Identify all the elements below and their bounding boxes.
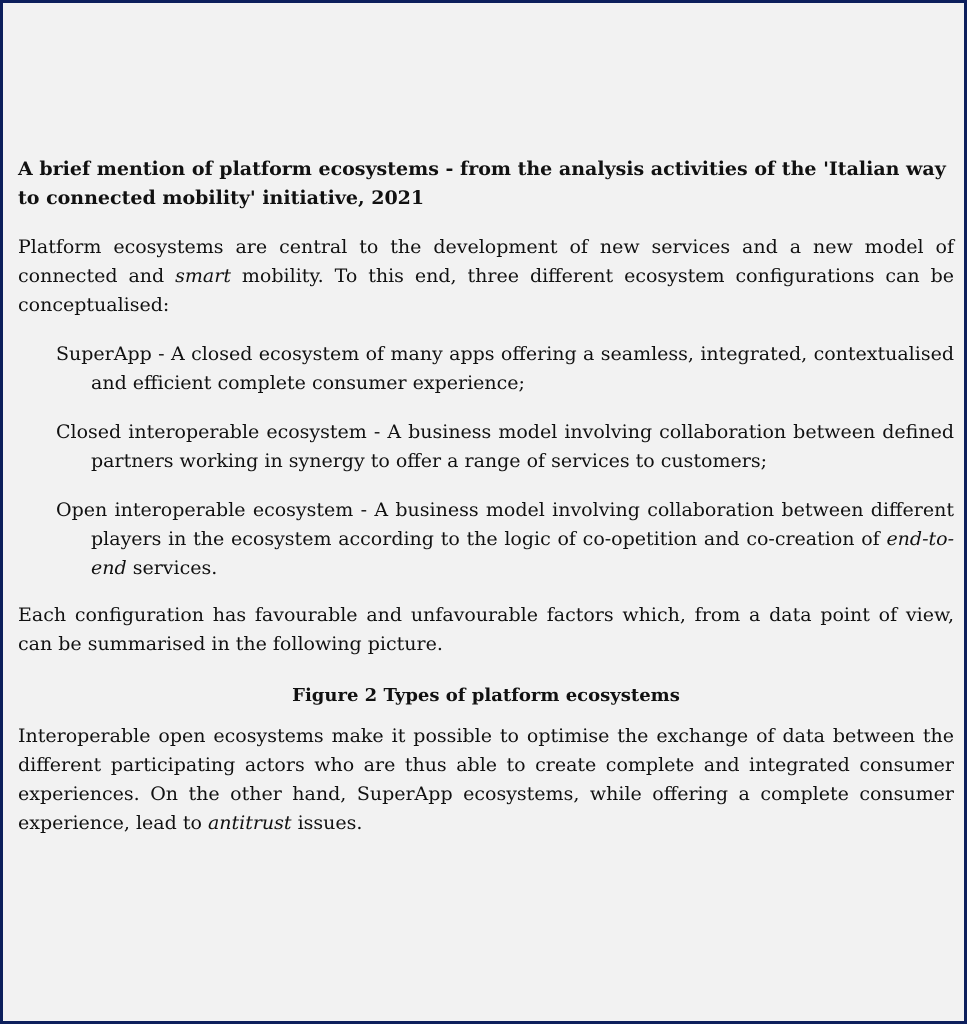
list-item-closed-ecosystem	[56, 418, 954, 476]
list-item-superapp	[56, 340, 954, 398]
conclusion-emphasis: antitrust	[207, 812, 292, 834]
intro-text-part2: mobility. To this end, three different ecosystem configurations can be conceptualised:	[18, 265, 954, 316]
list-item-open-ecosystem	[56, 496, 954, 583]
list-item-text-end: services.	[126, 557, 218, 579]
intro-paragraph	[18, 233, 954, 320]
summary-paragraph: Each configuration has favourable and unfavourable factors which, from a data point of view, can be summarised in the following picture.	[18, 604, 954, 655]
list-item-text: SuperApp - A closed ecosystem of many apps offering a seamless, integrated, contextualised and efficient complete consumer experience;	[56, 343, 954, 394]
conclusion-paragraph	[18, 722, 954, 838]
figure-caption: Figure 2 Types of platform ecosystems	[292, 685, 680, 706]
box-content	[18, 155, 954, 838]
list-item-text: Closed interoperable ecosystem - A business model involving collaboration between defined partners working in synergy to offer a range of services to customers;	[56, 421, 954, 472]
conclusion-text-part2: issues.	[291, 812, 363, 834]
box-heading: A brief mention of platform ecosystems - from the analysis activities of the 'Italian way to connected mobility' initiative, 2021	[18, 158, 946, 209]
list-item-emphasis: end-to-end	[91, 528, 954, 579]
intro-text-part1: Platform ecosystems are central to the development of new services and a new model of connected and	[18, 236, 954, 287]
intro-emphasis: smart	[175, 265, 231, 287]
conclusion-text-part1: Interoperable open ecosystems make it possible to optimise the exchange of data between the different participating actors who are thus able to create complete and integrated consumer experiences. On the other hand, SuperApp ecosystems, while offering a complete consumer experience, lead to	[18, 725, 954, 834]
list-item-text: Open interoperable ecosystem - A business model involving collaboration between different players in the ecosystem according to the logic of co-opetition and co-creation of	[56, 499, 954, 550]
